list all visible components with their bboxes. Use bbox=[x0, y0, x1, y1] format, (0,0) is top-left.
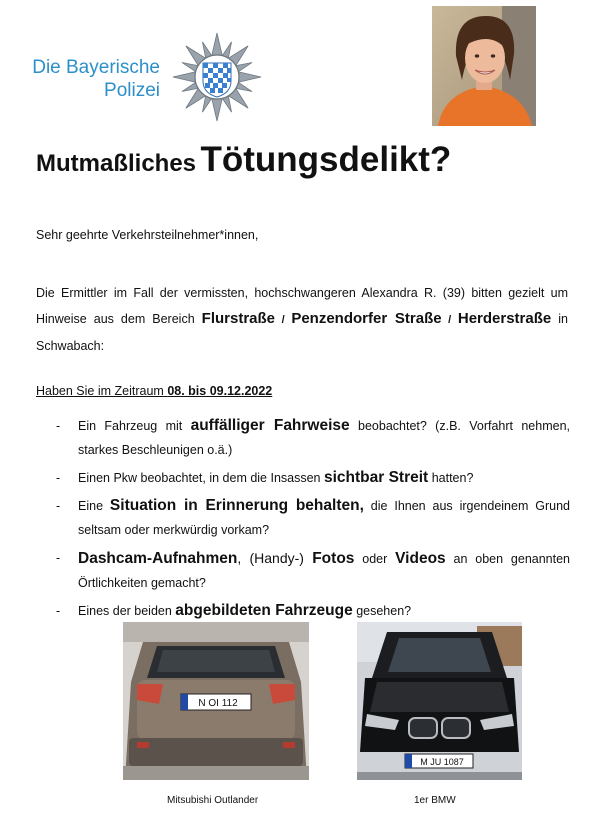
questions-list bbox=[56, 414, 570, 627]
salutation: Sehr geehrte Verkehrsteilnehmer*innen, bbox=[36, 228, 259, 242]
question-text: die Ihnen aus irgendeinem Grund seltsam oder merkwürdig vorkam? bbox=[78, 499, 571, 537]
police-star-icon bbox=[172, 32, 262, 122]
street-1: Flurstraße bbox=[201, 310, 276, 327]
list-item bbox=[56, 599, 570, 623]
period-dates: 08. bis 09.12.2022 bbox=[167, 384, 273, 398]
list-item bbox=[56, 494, 570, 542]
missing-person-photo bbox=[432, 6, 536, 126]
street-2: Penzendorfer Straße bbox=[291, 310, 442, 327]
mitsubishi-photo bbox=[123, 622, 309, 780]
question-text: an oben genannten Örtlichkeiten gemacht? bbox=[78, 552, 571, 590]
list-item bbox=[56, 414, 570, 462]
question-emphasis: auffälliger Fahrweise bbox=[190, 417, 350, 434]
police-logo-text bbox=[24, 56, 160, 102]
bmw-plate-text: M JU 1087 bbox=[420, 757, 464, 767]
question-text: gesehen? bbox=[352, 604, 412, 618]
period-line bbox=[36, 384, 272, 398]
question-emphasis: Videos bbox=[395, 550, 446, 567]
mitsubishi-plate-text: N OI 112 bbox=[198, 698, 238, 709]
bmw-photo bbox=[357, 622, 522, 780]
question-text: , (Handy-) bbox=[237, 550, 313, 566]
list-item bbox=[56, 546, 570, 595]
question-emphasis: Fotos bbox=[312, 550, 355, 567]
car-caption-mitsubishi: Mitsubishi Outlander bbox=[167, 795, 259, 806]
logo-line-2: Polizei bbox=[104, 80, 160, 101]
question-emphasis: Dashcam-Aufnahmen bbox=[78, 550, 238, 567]
intro-text-1: Die Ermittler im Fall der vermissten, hochschwangeren Alexandra R. (39) bitten gezielt um Hinweise aus dem Bereich bbox=[36, 286, 568, 326]
intro-text-2: in Schwabach: bbox=[36, 312, 569, 353]
street-separator-1: / bbox=[275, 314, 292, 326]
logo-line-1: Die Bayerische bbox=[32, 57, 160, 78]
question-text: hatten? bbox=[428, 471, 474, 485]
list-item bbox=[56, 466, 570, 490]
question-text: Ein Fahrzeug mit bbox=[78, 419, 191, 433]
car-caption-bmw: 1er BMW bbox=[414, 795, 456, 806]
question-emphasis: Situation in Erinnerung behalten, bbox=[109, 497, 364, 514]
question-emphasis: sichtbar Streit bbox=[323, 469, 429, 486]
question-text: Eine bbox=[78, 499, 110, 513]
headline-part-1: Mutmaßliches bbox=[36, 150, 197, 177]
question-emphasis: abgebildeten Fahrzeuge bbox=[175, 602, 353, 619]
street-separator-2: / bbox=[441, 314, 458, 326]
headline bbox=[36, 140, 451, 180]
question-text: Eines der beiden bbox=[78, 604, 176, 618]
intro-paragraph bbox=[36, 280, 568, 359]
period-prefix: Haben Sie im Zeitraum bbox=[36, 384, 168, 398]
headline-part-2: Tötungsdelikt? bbox=[200, 140, 452, 179]
question-text: Einen Pkw beobachtet, in dem die Insassen bbox=[78, 471, 324, 485]
question-text: oder bbox=[354, 552, 396, 566]
street-3: Herderstraße bbox=[457, 310, 552, 327]
question-text: beobachtet? (z.B. Vorfahrt nehmen, starkes Beschleunigen o.ä.) bbox=[78, 419, 570, 457]
